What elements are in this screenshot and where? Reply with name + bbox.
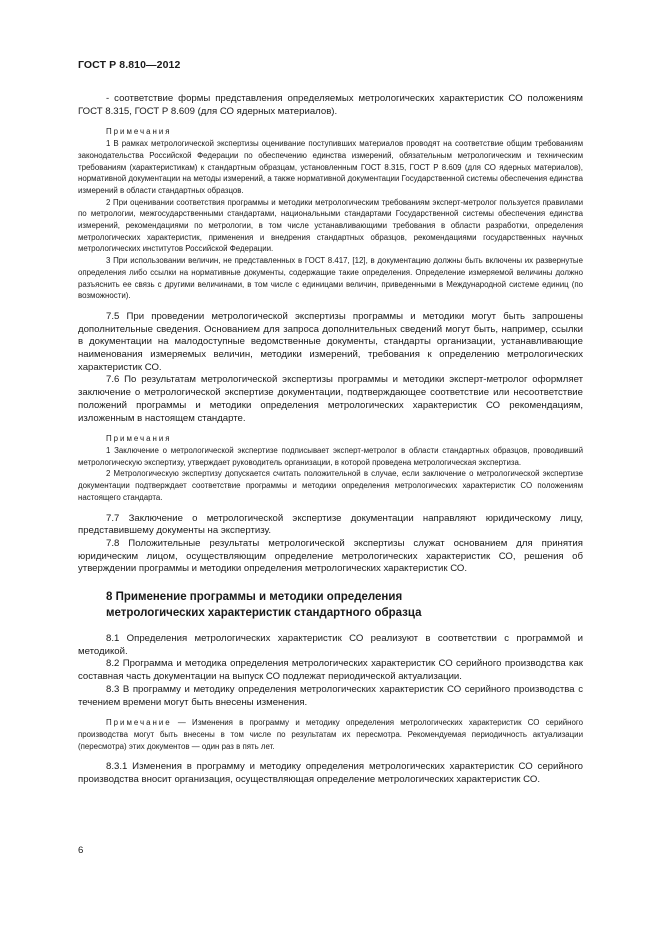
note-8-3-text: — Изменения в программу и методику определения метрологических характеристик СО серийного производства могут быть внесены в том числе по результатам их пересмотра. Рекомендуемая периодичность актуализации (пересмотра) этих документов — один раз в пять лет. — [78, 718, 583, 751]
note-item: 1 В рамках метрологической экспертизы оценивание поступивших материалов проводят на соответствие общим требованиям законодательства Российской Федерации по обеспечению единства измерений, обязательным метрологическим и техническим требованиям (характеристикам) к стандартным образцам, установленным ГОСТ 8.315, ГОСТ Р 8.609 (для СО ядерных материалов), нормативной документации на методы измерений, а также нормативной документации Государственной системы обеспечения единства измерений в области стандартных образцов. — [78, 139, 583, 195]
note-item: 1 Заключение о метрологической экспертизе подписывает эксперт-метролог в области стандартных образцов, проводивший метрологическую экспертизу, утверждает руководитель организации, в которой проведена метрологическая экспертиза. — [78, 445, 583, 467]
notes-heading: Примечания — [106, 434, 172, 444]
note-item: 2 При оценивании соответствия программы и методики метрологическим требованиям эксперт-метролог пользуется правилами по метрологии, межгосударственными стандартами, национальными стандартами Государственной системы обеспечения единства измерений, рекомендациями по метрологии, в том числе устанавливающими требования в области разработки, определения метрологических характеристик, применения и внедрения стандартных образцов, рекомендациями государственных научных метрологических институтов Российской Федерации. — [78, 197, 583, 254]
section-8-title-line-2: метрологических характеристик стандартного образца — [106, 606, 422, 619]
clause-7-7: 7.7 Заключение о метрологической экспертизе документации направляют юридическому лицу, представившему документы на экспертизу. — [78, 512, 583, 537]
list-item-form-compliance: - соответствие формы представления определяемых метрологических характеристик СО положениям ГОСТ 8.315, ГОСТ Р 8.609 (для СО ядерных материалов). — [78, 93, 583, 117]
page-content — [78, 93, 583, 787]
note-8-3 — [78, 717, 583, 752]
clause-7-6: 7.6 По результатам метрологической экспертизы программы и методики эксперт-метролог оформляет заключение о метрологической экспертизе документации, подтверждающее соответствие или несоответствие положений программы и методики определения метрологических характеристик СО рекомендациям, изложенным в настоящем стандарте. — [78, 374, 583, 424]
page-number: 6 — [78, 845, 84, 856]
clause-8-3: 8.3 В программу и методику определения метрологических характеристик СО серийного производства с течением времени могут быть внесены изменения. — [78, 683, 583, 708]
clause-7-8: 7.8 Положительные результаты метрологической экспертизы служат основанием для принятия юридическим лицом, осуществляющим определение метрологических характеристик СО, решения об утверждении программы и методики определения метрологических характеристик СО. — [78, 537, 583, 575]
document-header: ГОСТ Р 8.810—2012 — [78, 59, 181, 71]
clause-8-3-1: 8.3.1 Изменения в программу и методику определения метрологических характеристик СО серийного производства вносит организация, осуществляющая определение метрологических характеристик СО. — [78, 761, 583, 786]
section-8-title-line-1: 8 Применение программы и методики определения — [106, 591, 403, 604]
notes-heading: Примечания — [106, 127, 172, 137]
section-8-title — [78, 590, 583, 621]
note-item: 3 При использовании величин, не представленных в ГОСТ 8.417, [12], в документацию должны быть включены их развернутые определения либо ссылки на нормативные документы, содержащие такие определения. Определение измеряемой величины должно разъяснить ее связь с другими величинами, в том числе с единицами величин, приведенными в Международной системе единиц (по возможности). — [78, 256, 583, 301]
clause-7-5: 7.5 При проведении метрологической экспертизы программы и методики могут быть запрошены дополнительные сведения. Основанием для запроса дополнительных сведений могут быть, например, ссылки в документации на малодоступные ведомственные документы, стандарты организации, устанавливающие наименования измеряемых величин, методики измерений, требования к определению метрологических характеристик СО. — [78, 310, 583, 373]
clause-8-2: 8.2 Программа и методика определения метрологических характеристик СО серийного производства как составная часть документации на выпуск СО подлежат периодической актуализации. — [78, 658, 583, 683]
note-label: Примечание — [106, 718, 172, 728]
clause-8-1: 8.1 Определения метрологических характеристик СО реализуют в соответствии с программой и методикой. — [78, 633, 583, 657]
note-item: 2 Метрологическую экспертизу допускается считать положительной в случае, если заключение о метрологической экспертизе документации подтверждает соответствие программы и методики определения метрологических характеристик СО положениям настоящего стандарта. — [78, 469, 583, 502]
